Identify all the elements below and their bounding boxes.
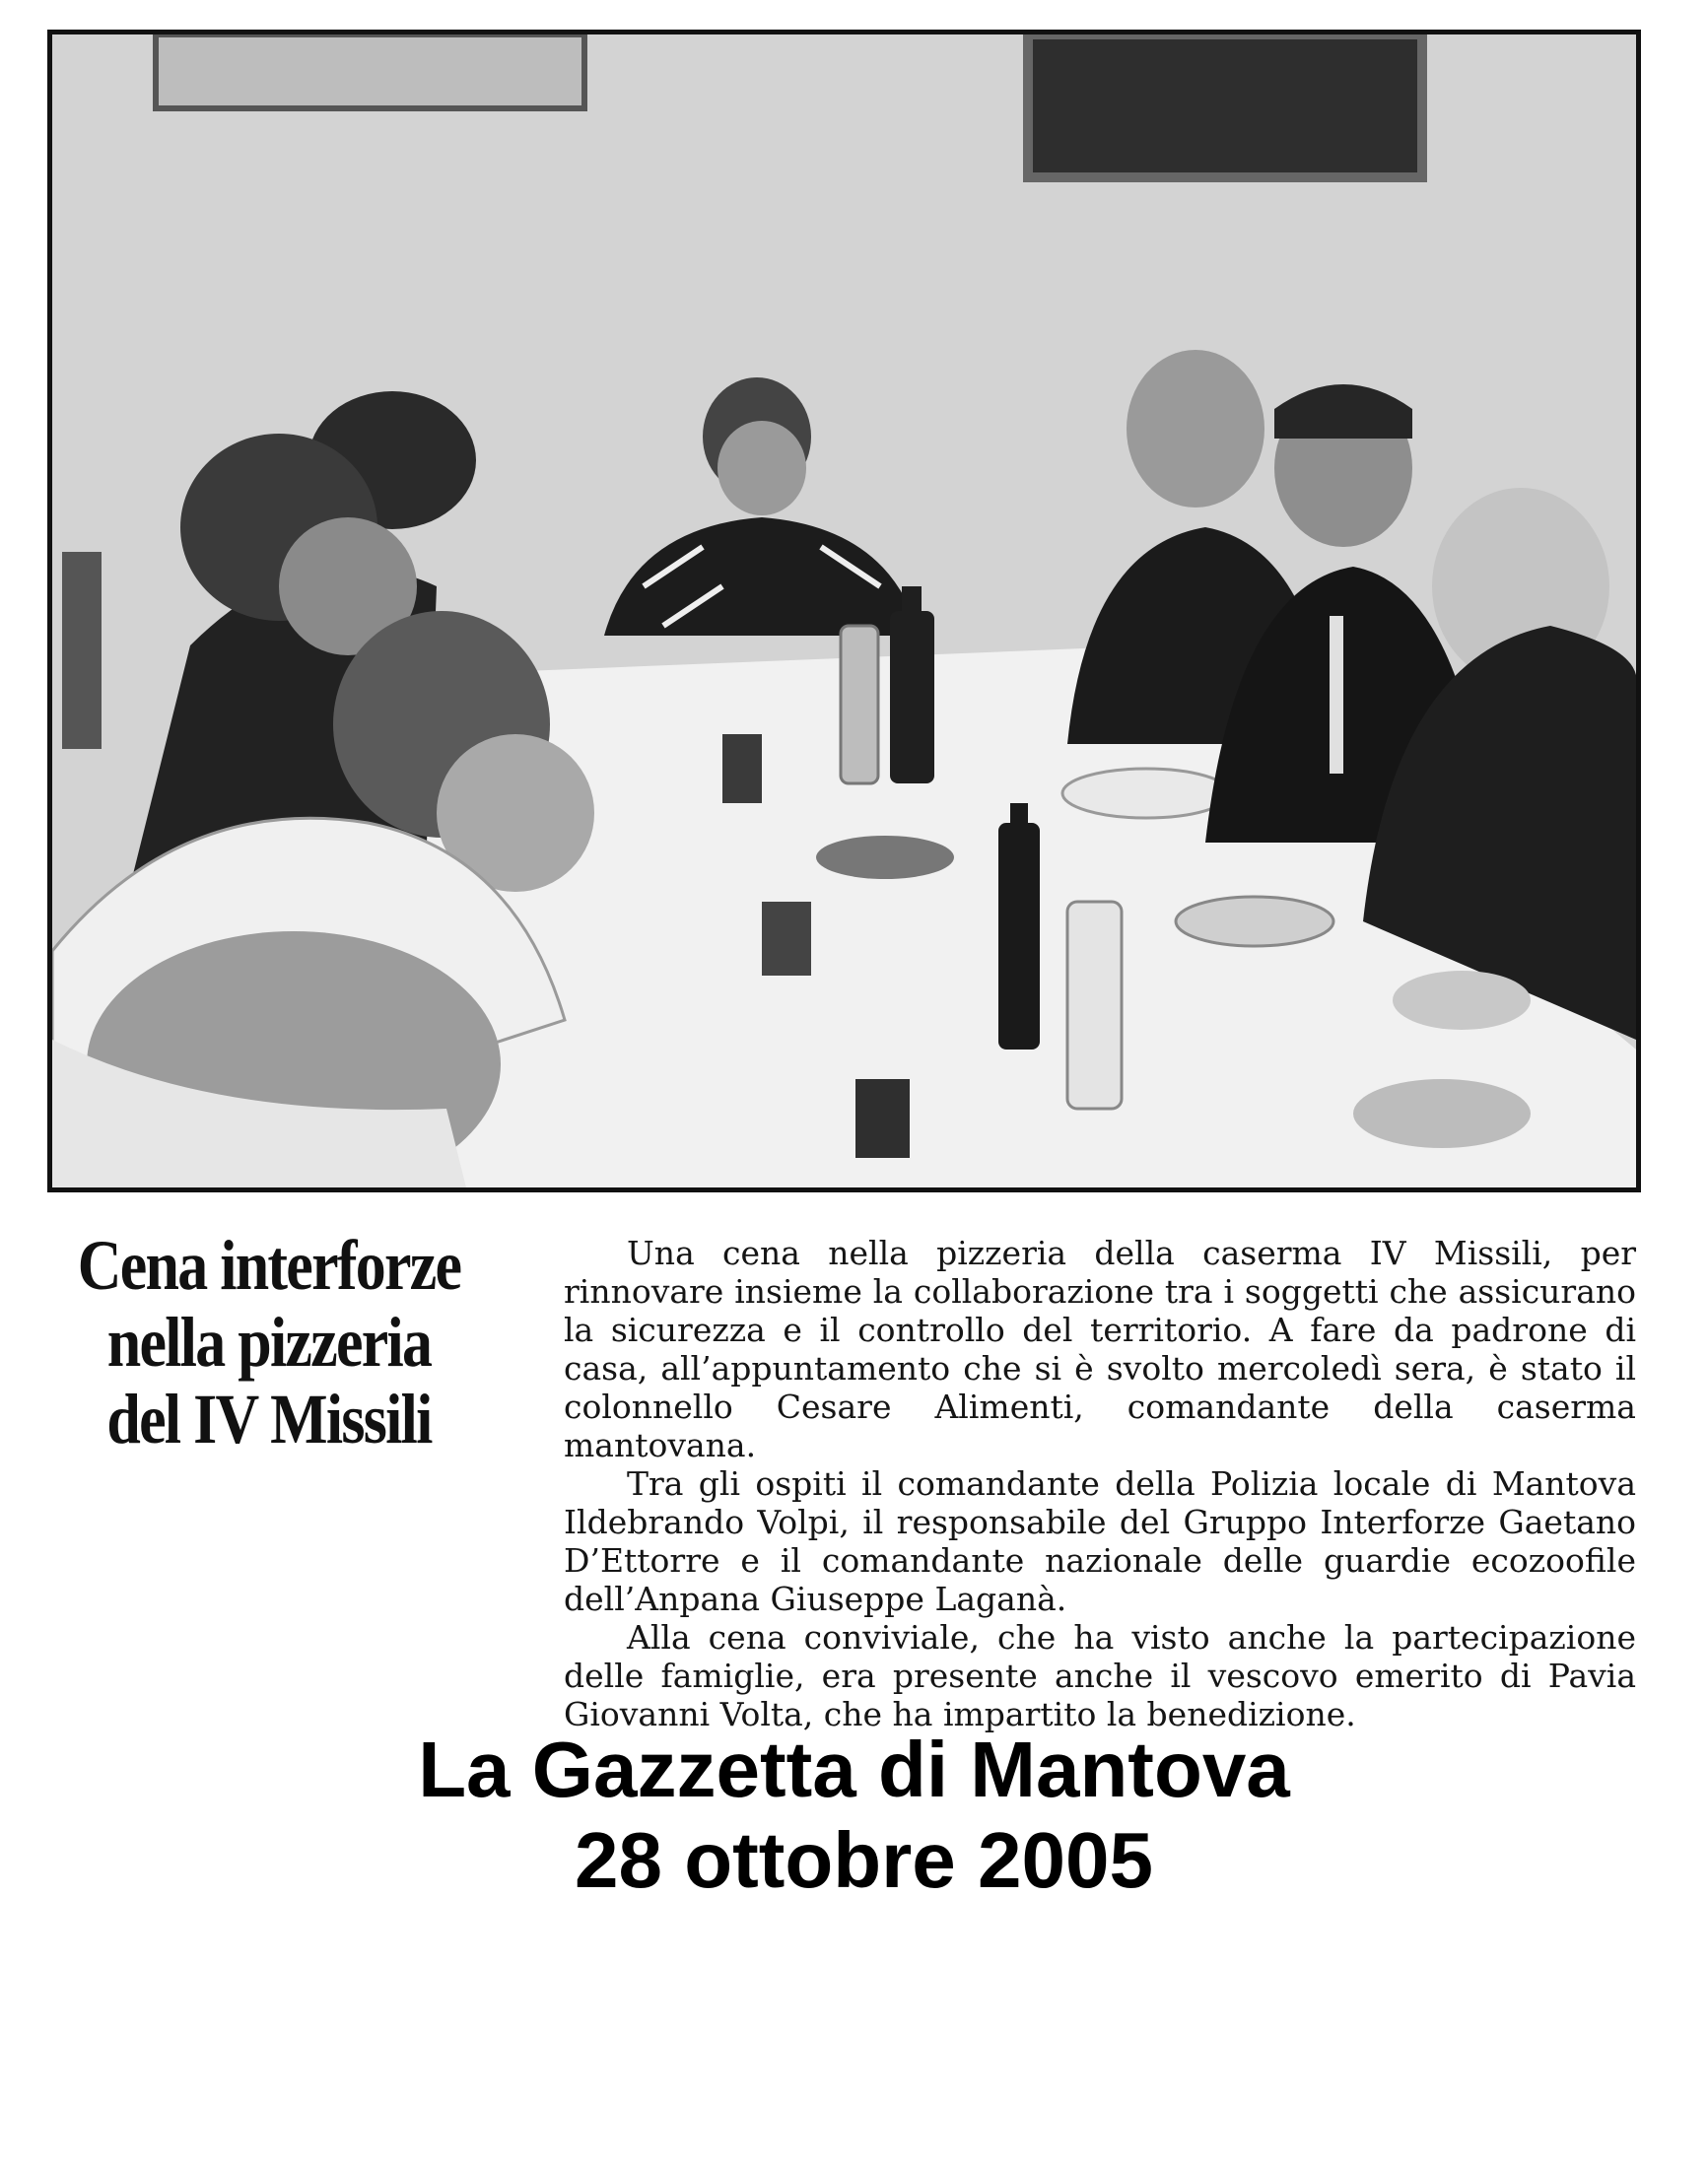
source-caption bbox=[0, 1725, 1708, 1906]
news-photo bbox=[47, 30, 1641, 1192]
newspaper-name: La Gazzetta di Mantova bbox=[418, 1726, 1290, 1813]
article-paragraph: Alla cena conviviale, che ha visto anche la partecipazione delle famiglie, era presente anche il vescovo emerito di Pavia Giovanni Volta, che ha impartito la benedizione. bbox=[564, 1618, 1636, 1733]
article-headline bbox=[57, 1227, 481, 1457]
headline-line: nella pizzeria bbox=[106, 1303, 432, 1382]
headline-line: Cena interforze bbox=[77, 1226, 461, 1305]
article-paragraph: Una cena nella pizzeria della caserma IV Missili, per rinnovare insieme la collaborazione tra i soggetti che assicurano la sicurezza e il controllo del territorio. A fare da padrone di casa, all’appuntamento che si è svolto mercoledì sera, è stato il colonnello Cesare Alimenti, comandante della caserma mantovana. bbox=[564, 1234, 1636, 1464]
dinner-photo-illustration bbox=[52, 34, 1636, 1187]
publication-date: 28 ottobre 2005 bbox=[575, 1816, 1153, 1904]
headline-line: del IV Missili bbox=[106, 1380, 432, 1458]
article-body bbox=[564, 1234, 1636, 1733]
article-paragraph: Tra gli ospiti il comandante della Polizia locale di Mantova Ildebrando Volpi, il responsabile del Gruppo Interforze Gaetano D’Ettorre e il comandante nazionale delle guardie ecozoofile dell’Anpana Giuseppe Laganà. bbox=[564, 1464, 1636, 1618]
